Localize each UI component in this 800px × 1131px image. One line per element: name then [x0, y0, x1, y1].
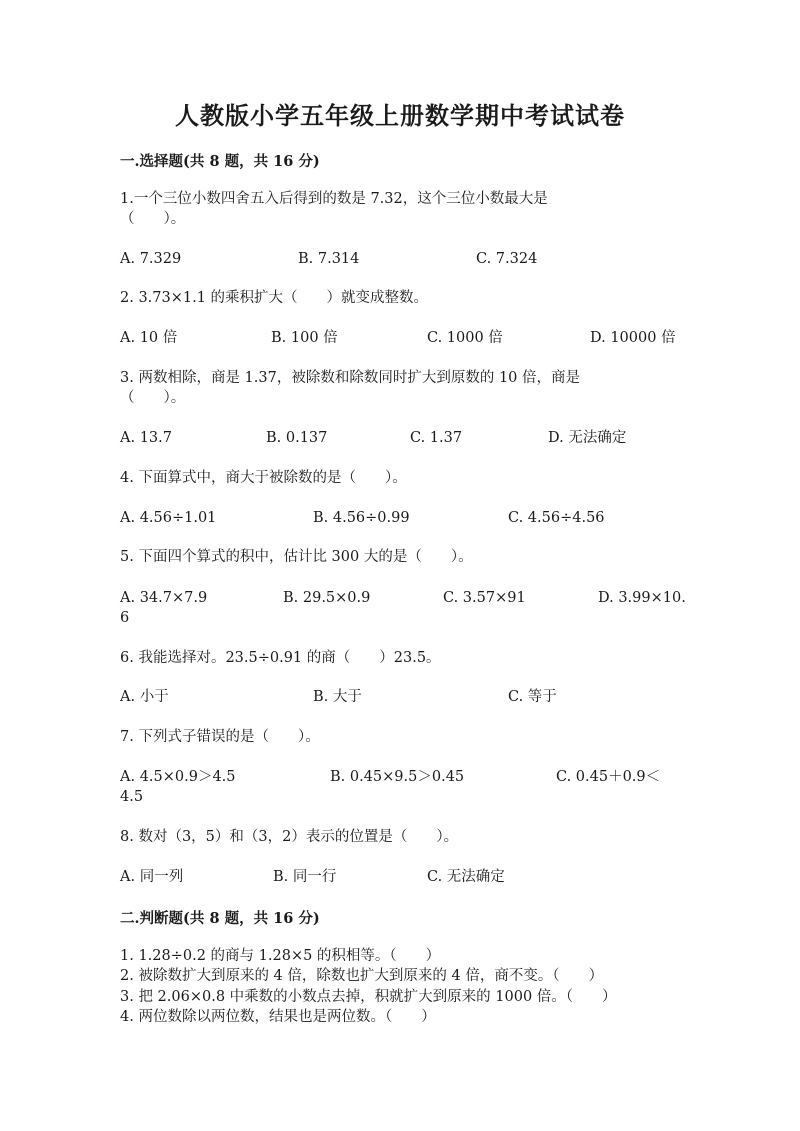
question-5-option-d-wrap: 6 — [120, 610, 130, 626]
question-8-option-c: C. 无法确定 — [427, 869, 505, 885]
question-2-option-b: B. 100 倍 — [271, 330, 338, 346]
question-3-option-d: D. 无法确定 — [548, 430, 627, 446]
judgement-item-4: 4. 两位数除以两位数，结果也是两位数。（ ） — [120, 1009, 436, 1025]
question-7-option-a: A. 4.5×0.9＞4.5 — [120, 769, 236, 785]
question-8-option-a: A. 同一列 — [120, 869, 184, 885]
question-1-line-2: （ ）。 — [120, 211, 186, 227]
section-heading-judgement: 二.判断题(共 8 题，共 16 分) — [120, 910, 320, 927]
question-2-line-1: 2. 3.73×1.1 的乘积扩大（ ）就变成整数。 — [120, 290, 429, 306]
question-5-option-d: D. 3.99×10. — [598, 590, 686, 606]
question-6-option-c: C. 等于 — [508, 689, 557, 705]
question-1-option-b: B. 7.314 — [298, 251, 360, 267]
question-6-option-a: A. 小于 — [120, 689, 169, 705]
judgement-item-2: 2. 被除数扩大到原来的 4 倍，除数也扩大到原来的 4 倍，商不变。（ ） — [120, 968, 604, 984]
section-heading-choice: 一.选择题(共 8 题，共 16 分) — [120, 153, 320, 170]
judgement-item-1: 1. 1.28÷0.2 的商与 1.28×5 的积相等。（ ） — [120, 948, 441, 964]
question-4-option-a: A. 4.56÷1.01 — [120, 510, 217, 526]
question-8-option-b: B. 同一行 — [273, 869, 337, 885]
question-8-line-1: 8. 数对（3，5）和（3，2）表示的位置是（ ）。 — [120, 829, 459, 845]
question-3-line-2: （ ）。 — [120, 390, 186, 406]
judgement-item-3: 3. 把 2.06×0.8 中乘数的小数点去掉，积就扩大到原来的 1000 倍。（ ） — [120, 989, 617, 1005]
question-2-option-a: A. 10 倍 — [120, 330, 178, 346]
question-1-option-a: A. 7.329 — [120, 251, 182, 267]
page-title: 人教版小学五年级上册数学期中考试试卷 — [175, 101, 625, 130]
question-3-option-a: A. 13.7 — [120, 430, 172, 446]
question-3-option-c: C. 1.37 — [410, 430, 463, 446]
question-7-option-c: C. 0.45＋0.9＜ — [556, 769, 661, 785]
question-4-option-c: C. 4.56÷4.56 — [508, 510, 605, 526]
question-1-option-c: C. 7.324 — [476, 251, 538, 267]
question-5-option-c: C. 3.57×91 — [443, 590, 526, 606]
question-3-line-1: 3. 两数相除，商是 1.37，被除数和除数同时扩大到原数的 10 倍，商是 — [120, 370, 581, 386]
question-4-option-b: B. 4.56÷0.99 — [313, 510, 410, 526]
question-5-line-1: 5. 下面四个算式的积中，估计比 300 大的是（ ）。 — [120, 549, 473, 565]
question-2-option-c: C. 1000 倍 — [427, 330, 503, 346]
question-2-option-d: D. 10000 倍 — [590, 330, 676, 346]
question-7-line-1: 7. 下列式子错误的是（ ）。 — [120, 729, 320, 745]
question-3-option-b: B. 0.137 — [266, 430, 328, 446]
question-7-option-b: B. 0.45×9.5＞0.45 — [330, 769, 465, 785]
question-4-line-1: 4. 下面算式中，商大于被除数的是（ ）。 — [120, 470, 407, 486]
question-6-line-1: 6. 我能选择对。23.5÷0.91 的商（ ）23.5。 — [120, 650, 441, 666]
question-5-option-b: B. 29.5×0.9 — [283, 590, 371, 606]
question-7-option-c-wrap: 4.5 — [120, 789, 144, 805]
question-6-option-b: B. 大于 — [313, 689, 362, 705]
question-1-line-1: 1.一个三位小数四舍五入后得到的数是 7.32，这个三位小数最大是 — [120, 191, 548, 207]
question-5-option-a: A. 34.7×7.9 — [120, 590, 208, 606]
